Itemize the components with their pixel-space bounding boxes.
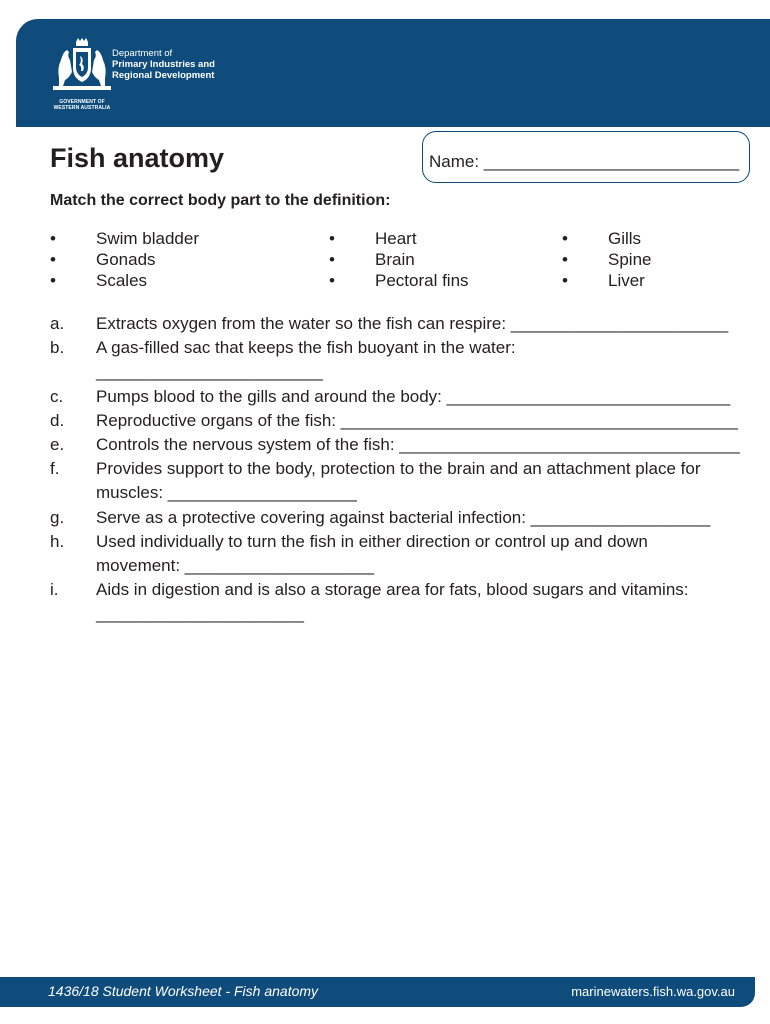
question-letter: d. bbox=[50, 410, 65, 430]
body-part-item: Gills bbox=[608, 229, 642, 248]
dept-line-2: Primary Industries and bbox=[112, 59, 215, 70]
question-text: Controls the nervous system of the fish: ____________________________________ bbox=[96, 435, 740, 455]
question-text: Used individually to turn the fish in either direction or control up and down movement: ____________________ bbox=[96, 531, 648, 576]
question-text: Serve as a protective covering against bacterial infection: ___________________ bbox=[96, 507, 711, 527]
bullet-icon: • bbox=[562, 229, 568, 248]
department-name bbox=[112, 48, 215, 81]
question-letter: f. bbox=[50, 459, 60, 479]
question-item bbox=[50, 336, 760, 384]
body-part-column-1 bbox=[50, 228, 310, 291]
question-item bbox=[50, 457, 760, 505]
bullet-icon: • bbox=[50, 250, 56, 269]
question-item bbox=[50, 312, 760, 336]
bullet-icon: • bbox=[329, 271, 335, 290]
dept-line-1: Department of bbox=[112, 48, 173, 59]
question-letter: h. bbox=[50, 531, 65, 551]
body-part-item: Spine bbox=[608, 250, 652, 269]
question-letter: e. bbox=[50, 435, 65, 455]
bullet-icon: • bbox=[329, 229, 335, 248]
question-list bbox=[50, 312, 760, 627]
question-letter: g. bbox=[50, 507, 65, 527]
bullet-icon: • bbox=[50, 271, 56, 290]
page-title: Fish anatomy bbox=[50, 143, 225, 173]
body-part-item: Swim bladder bbox=[96, 229, 199, 248]
dept-line-3: Regional Development bbox=[112, 70, 215, 81]
question-text: Extracts oxygen from the water so the fish can respire: _______________________ bbox=[96, 314, 729, 333]
instruction: Match the correct body part to the definition: bbox=[50, 192, 391, 209]
body-part-column-2 bbox=[329, 228, 549, 291]
body-part-item: Gonads bbox=[96, 250, 156, 269]
bullet-icon: • bbox=[329, 250, 335, 269]
footer-worksheet-id: 1436/18 Student Worksheet - Fish anatomy bbox=[48, 983, 319, 999]
question-text: Provides support to the body, protection to the brain and an attachment place for muscles: ____________________ bbox=[96, 459, 701, 503]
body-part-item: Scales bbox=[96, 271, 148, 290]
question-item bbox=[50, 578, 760, 626]
question-item bbox=[50, 385, 760, 409]
question-letter: i. bbox=[50, 580, 59, 600]
question-item bbox=[50, 409, 760, 433]
question-text: Aids in digestion and is also a storage area for fats, blood sugars and vitamins: ______________________ bbox=[96, 580, 689, 624]
name-field-label: Name: ___________________________ bbox=[429, 152, 740, 171]
question-item bbox=[50, 433, 760, 457]
body-part-item: Pectoral fins bbox=[375, 271, 469, 290]
government-label bbox=[50, 99, 114, 111]
question-text: A gas-filled sac that keeps the fish buoyant in the water: ________________________ bbox=[96, 338, 516, 382]
gov-line-1: GOVERNMENT OF bbox=[59, 99, 105, 105]
question-item bbox=[50, 530, 760, 578]
question-letter: a. bbox=[50, 314, 65, 333]
bullet-icon: • bbox=[562, 250, 568, 269]
question-item bbox=[50, 506, 760, 530]
question-letter: b. bbox=[50, 338, 65, 358]
name-field[interactable] bbox=[422, 131, 750, 183]
footer-website-link[interactable]: marinewaters.fish.wa.gov.au bbox=[571, 984, 735, 999]
wa-coat-of-arms-icon bbox=[51, 38, 113, 94]
question-text: Pumps blood to the gills and around the body: ______________________________ bbox=[96, 386, 731, 406]
body-part-item: Heart bbox=[375, 229, 417, 248]
body-part-column-3 bbox=[562, 228, 722, 291]
body-part-item: Liver bbox=[608, 271, 645, 290]
question-letter: c. bbox=[50, 386, 64, 406]
footer-band bbox=[0, 977, 755, 1007]
bullet-icon: • bbox=[50, 229, 56, 248]
bullet-icon: • bbox=[562, 271, 568, 290]
body-part-item: Brain bbox=[375, 250, 415, 269]
gov-line-2: WESTERN AUSTRALIA bbox=[53, 105, 111, 111]
question-text: Reproductive organs of the fish: __________________________________________ bbox=[96, 410, 738, 430]
